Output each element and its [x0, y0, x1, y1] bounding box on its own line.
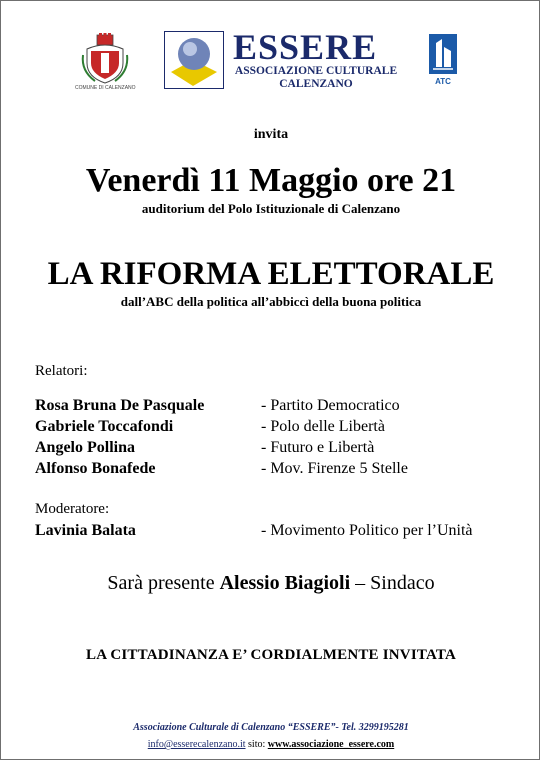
moderator-party: - Movimento Politico per l’Unità — [261, 522, 473, 539]
moderator-row — [35, 522, 515, 542]
essere-logo-icon — [164, 31, 224, 89]
speaker-row — [35, 418, 515, 438]
mayor-name: Alessio Biagioli — [219, 572, 351, 594]
footer-association: Associazione Culturale di Calenzano “ESSERE”- Tel. 3299195281 — [133, 722, 409, 733]
invita-text: invita — [253, 127, 289, 142]
event-subtitle: dall’ABC della politica all’abbiccì della buona politica — [120, 294, 422, 309]
speaker-name: Angelo Pollina — [35, 439, 136, 456]
header — [1, 29, 541, 91]
website-link[interactable]: www.associazione_essere.com — [267, 739, 395, 750]
org-title: ESSERE — [233, 27, 378, 67]
speaker-row — [35, 439, 515, 459]
atc-logo-icon — [428, 33, 458, 87]
mayor-suffix: – Sindaco — [350, 572, 435, 594]
mayor-line — [1, 572, 541, 595]
speaker-name: Gabriele Toccafondi — [35, 418, 174, 435]
relatori-label: Relatori: — [35, 363, 88, 379]
org-subtitle-2: CALENZANO — [279, 78, 353, 90]
event-venue: auditorium del Polo Istituzionale di Calenzano — [141, 201, 401, 216]
footer-contacts — [1, 739, 541, 750]
event-title: LA RIFORMA ELETTORALE — [47, 256, 495, 292]
speaker-party: - Mov. Firenze 5 Stelle — [261, 460, 408, 477]
speaker-party: - Futuro e Libertà — [261, 439, 375, 456]
speaker-row — [35, 397, 515, 417]
speaker-name: Rosa Bruna De Pasquale — [35, 397, 205, 414]
mayor-prefix: Sarà presente — [107, 572, 220, 594]
speaker-name: Alfonso Bonafede — [35, 460, 156, 477]
moderator-name: Lavinia Balata — [35, 522, 136, 539]
moderatore-label: Moderatore: — [35, 501, 110, 517]
email-link[interactable]: info@esserecalenzano.it — [147, 739, 246, 750]
org-subtitle-1: ASSOCIAZIONE CULTURALE — [234, 65, 398, 77]
speaker-party: - Polo delle Libertà — [261, 418, 385, 435]
event-date: Venerdì 11 Maggio ore 21 — [85, 162, 457, 199]
crest-caption: COMUNE DI CALENZANO — [75, 85, 136, 91]
site-label: sito: — [248, 739, 266, 750]
invitation-text: LA CITTADINANZA E’ CORDIALMENTE INVITATA — [86, 647, 456, 663]
municipal-crest-icon — [75, 33, 136, 91]
speaker-party: - Partito Democratico — [261, 397, 400, 414]
speaker-row — [35, 460, 515, 480]
atc-label: ATC — [435, 77, 451, 86]
